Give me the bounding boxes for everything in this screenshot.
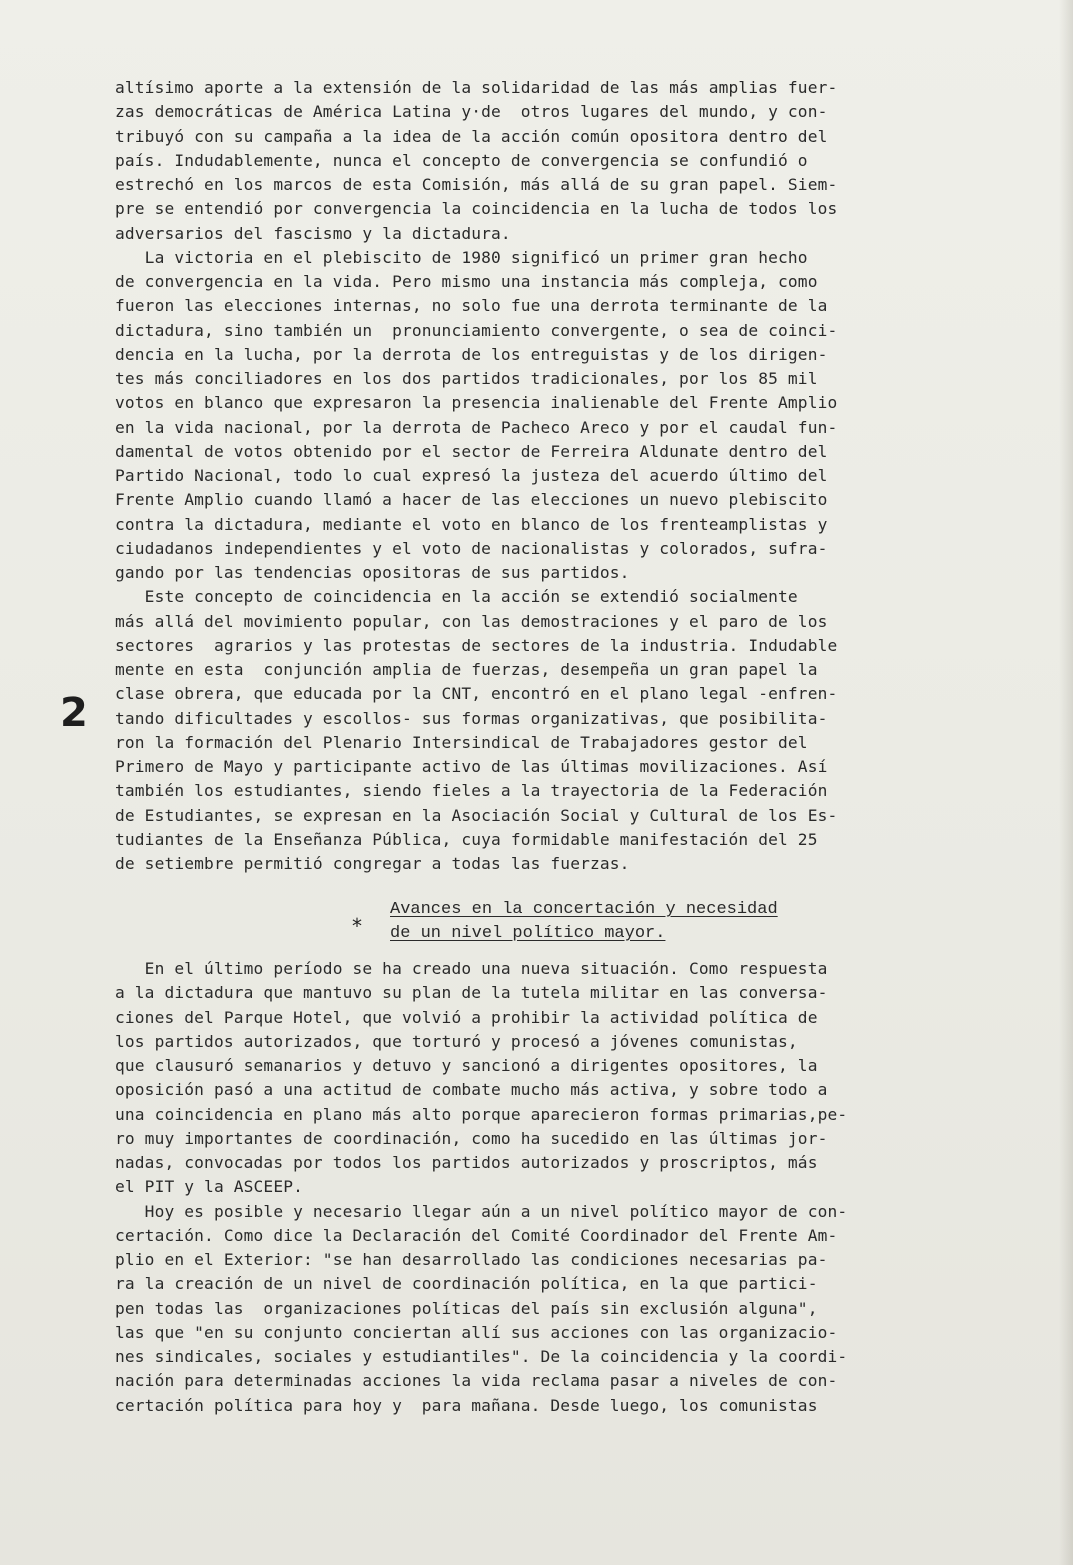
- section-two-text: [115, 957, 1015, 1418]
- heading-line-1: Avances en la concertación y necesidad: [390, 900, 778, 919]
- text-line: nadas, convocadas por todos los partidos autorizados y proscriptos, más: [115, 1153, 818, 1172]
- text-line: de convergencia en la vida. Pero mismo una instancia más compleja, como: [115, 272, 818, 291]
- text-line: de Estudiantes, se expresan en la Asociación Social y Cultural de los Es-: [115, 805, 838, 825]
- text-line: dencia en la lucha, por la derrota de los entreguistas y de los dirigen-: [115, 344, 828, 364]
- heading-bullet: *: [352, 914, 362, 938]
- page-number: 2: [60, 690, 88, 736]
- text-line: plio en el Exterior: "se han desarrollado las condiciones necesarias pa-: [115, 1250, 828, 1269]
- text-line: votos en blanco que expresaron la presencia inalienable del Frente Amplio: [115, 393, 838, 413]
- text-line: país. Indudablemente, nunca el concepto de convergencia se confundió o: [115, 150, 808, 170]
- text-line: a la dictadura que mantuvo su plan de la tutela militar en las conversa-: [115, 983, 828, 1003]
- text-line: Partido Nacional, todo lo cual expresó la justeza del acuerdo último del: [115, 466, 828, 485]
- text-line: ra la creación de un nivel de coordinación política, en la que partici-: [115, 1274, 818, 1294]
- text-line: ciones del Parque Hotel, que volvió a prohibir la actividad política de: [115, 1007, 818, 1027]
- text-line: fueron las elecciones internas, no solo fue una derrota terminante de la: [115, 296, 828, 316]
- text-line: nación para determinadas acciones la vida reclama pasar a niveles de con-: [115, 1371, 838, 1391]
- text-line: oposición pasó a una actitud de combate mucho más activa, y sobre todo a: [115, 1080, 828, 1100]
- text-line: tando dificultades y escollos- sus formas organizativas, que posibilita-: [115, 708, 828, 728]
- text-line: las que "en su conjunto conciertan allí sus acciones con las organizacio-: [115, 1322, 838, 1342]
- text-line: altísimo aporte a la extensión de la solidaridad de las más amplias fuer-: [115, 78, 838, 97]
- text-line: ron la formación del Plenario Intersindical de Trabajadores gestor del: [115, 732, 808, 752]
- text-line: Primero de Mayo y participante activo de las últimas movilizaciones. Así: [115, 757, 828, 776]
- text-line: tes más conciliadores en los dos partidos tradicionales, por los 85 mil: [115, 369, 818, 388]
- page-edge-shadow: [1059, 0, 1073, 1565]
- text-line: una coincidencia en plano más alto porque aparecieron formas primarias,pe-: [115, 1104, 848, 1124]
- text-line: los partidos autorizados, que torturó y procesó a jóvenes comunistas,: [115, 1031, 798, 1051]
- text-line: La victoria en el plebiscito de 1980 significó un primer gran hecho: [115, 247, 808, 267]
- text-line: sectores agrarios y las protestas de sectores de la industria. Indudable: [115, 635, 838, 655]
- text-line: En el último período se ha creado una nueva situación. Como respuesta: [115, 959, 828, 978]
- text-line: clase obrera, que educada por la CNT, encontró en el plano legal -enfren-: [115, 684, 838, 704]
- text-line: estrechó en los marcos de esta Comisión, más allá de su gran papel. Siem-: [115, 175, 838, 194]
- heading-line-2: de un nivel político mayor.: [390, 924, 666, 943]
- text-line: nes sindicales, sociales y estudiantiles". De la coincidencia y la coordi-: [115, 1347, 848, 1366]
- text-line: más allá del movimiento popular, con las demostraciones y el paro de los: [115, 611, 828, 631]
- text-line: gando por las tendencias opositoras de sus partidos.: [115, 563, 630, 582]
- text-line: dictadura, sino también un pronunciamiento convergente, o sea de coinci-: [115, 320, 838, 340]
- text-line: Este concepto de coincidencia en la acción se extendió socialmente: [115, 587, 798, 607]
- text-line: ciudadanos independientes y el voto de nacionalistas y colorados, sufra-: [115, 538, 828, 558]
- text-line: ro muy importantes de coordinación, como ha sucedido en las últimas jor-: [115, 1128, 828, 1148]
- text-line: mente en esta conjunción amplia de fuerzas, desempeña un gran papel la: [115, 660, 818, 679]
- text-line: zas democráticas de América Latina y·de otros lugares del mundo, y con-: [115, 102, 828, 122]
- text-line: también los estudiantes, siendo fieles a la trayectoria de la Federación: [115, 781, 828, 801]
- text-line: adversarios del fascismo y la dictadura.: [115, 223, 511, 243]
- text-line: contra la dictadura, mediante el voto en blanco de los frenteamplistas y: [115, 514, 828, 534]
- section-one-text: [115, 76, 1015, 876]
- text-line: pre se entendió por convergencia la coincidencia en la lucha de todos los: [115, 199, 838, 219]
- text-line: en la vida nacional, por la derrota de Pacheco Areco y por el caudal fun-: [115, 417, 838, 437]
- text-line: pen todas las organizaciones políticas del país sin exclusión alguna",: [115, 1298, 818, 1318]
- text-line: Frente Amplio cuando llamó a hacer de las elecciones un nuevo plebiscito: [115, 490, 828, 510]
- text-line: Hoy es posible y necesario llegar aún a un nivel político mayor de con-: [115, 1201, 848, 1221]
- text-line: certación política para hoy y para mañana. Desde luego, los comunistas: [115, 1395, 818, 1415]
- text-line: que clausuró semanarios y detuvo y sancionó a dirigentes opositores, la: [115, 1056, 818, 1075]
- text-line: certación. Como dice la Declaración del Comité Coordinador del Frente Am-: [115, 1225, 838, 1245]
- text-line: el PIT y la ASCEEP.: [115, 1177, 304, 1197]
- text-line: damental de votos obtenido por el sector de Ferreira Aldunate dentro del: [115, 441, 828, 461]
- text-line: tudiantes de la Enseñanza Pública, cuya formidable manifestación del 25: [115, 829, 818, 849]
- text-line: tribuyó con su campaña a la idea de la acción común opositora dentro del: [115, 126, 828, 146]
- section-heading: [390, 898, 778, 946]
- text-line: de setiembre permitió congregar a todas las fuerzas.: [115, 854, 630, 873]
